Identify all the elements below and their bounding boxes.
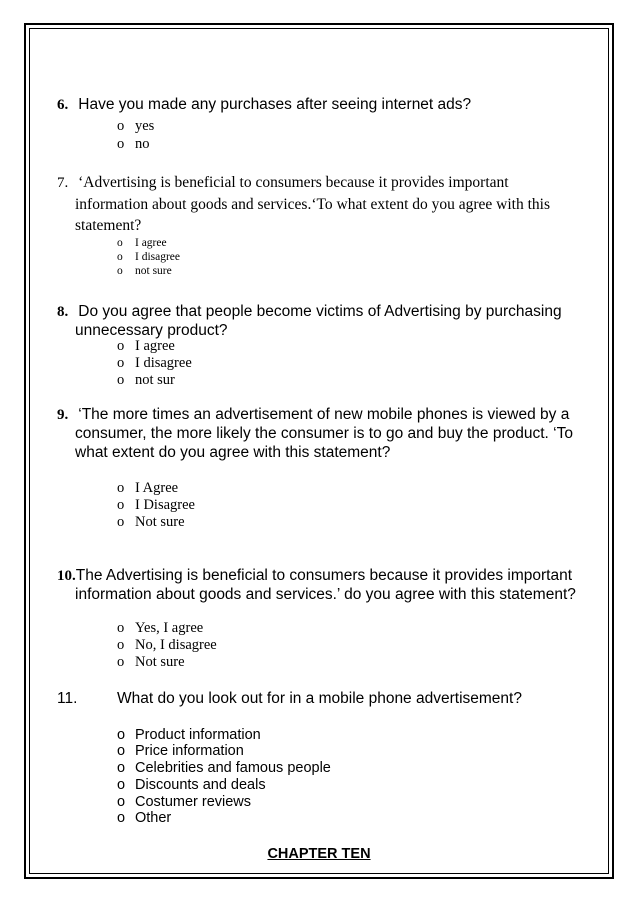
question-11 [57,690,522,708]
question-number: 6. [57,97,69,113]
question-text: What do you look out for in a mobile phone advertisement? [117,690,522,707]
question-text-line: statement? [75,217,142,234]
question-number: 8. [57,304,69,320]
bullet-icon: o [117,118,125,134]
bullet-icon: o [117,355,125,371]
question-8 [57,303,562,321]
bullet-icon: o [117,654,125,670]
question-number: 10. [57,568,76,584]
option-item: o Costumer reviews [117,794,252,810]
option-item: o yes [117,118,155,134]
bullet-icon: o [117,338,125,354]
chapter-heading: CHAPTER TEN [267,846,371,862]
question-text: Do you agree that people become victims of Advertising by purchasing [78,303,562,320]
bullet-icon: o [117,514,125,530]
option-item: o Price information [117,743,244,759]
bullet-icon: o [117,237,123,249]
question-text-line: what extent do you agree with this statement? [75,444,391,461]
bullet-icon: o [117,777,126,793]
bullet-icon: o [117,620,125,636]
question-9 [57,406,569,424]
option-item: o No, I disagree [117,637,217,653]
option-item: o not sure [117,265,172,277]
bullet-icon: o [117,136,125,152]
bullet-icon: o [117,497,125,513]
bullet-icon: o [117,265,123,277]
option-item: o Celebrities and famous people [117,760,331,776]
option-item: o I disagree [117,355,192,371]
question-7 [57,174,509,192]
bullet-icon: o [117,810,126,826]
option-item: o not sur [117,372,175,388]
option-item: o Yes, I agree [117,620,204,636]
option-item: o Product information [117,727,261,743]
question-text: The Advertising is beneficial to consumers because it provides important [75,567,572,584]
question-number: 7. [57,175,69,191]
question-number: 9. [57,407,69,423]
question-text: ‘Advertising is beneficial to consumers because it provides important [78,174,509,191]
bullet-icon: o [117,794,126,810]
question-text-line: unnecessary product? [75,322,228,339]
option-item: o Other [117,810,172,826]
question-text-line: information about goods and services.‘To what extent do you agree with this [75,196,550,213]
question-text: ‘The more times an advertisement of new mobile phones is viewed by a [78,406,570,423]
bullet-icon: o [117,760,126,776]
option-item: o I Agree [117,480,179,496]
bullet-icon: o [117,480,125,496]
question-text: Have you made any purchases after seeing internet ads? [78,96,472,113]
bullet-icon: o [117,251,123,263]
question-text-line: consumer, the more likely the consumer is to go and buy the product. ‘To [75,425,573,442]
option-item: o I agree [117,338,175,354]
question-number: 11. [57,690,78,707]
option-item: o I Disagree [117,497,195,513]
bullet-icon: o [117,727,126,743]
option-item: o I agree [117,237,167,249]
option-item: o Not sure [117,654,185,670]
question-10 [57,567,572,585]
option-item: o Not sure [117,514,185,530]
option-item: o Discounts and deals [117,777,266,793]
bullet-icon: o [117,372,125,388]
bullet-icon: o [117,637,125,653]
question-6 [57,96,471,114]
option-item: o no [117,136,150,152]
question-text-line: information about goods and services.’ do you agree with this statement? [75,586,576,603]
option-item: o I disagree [117,251,181,263]
bullet-icon: o [117,743,126,759]
